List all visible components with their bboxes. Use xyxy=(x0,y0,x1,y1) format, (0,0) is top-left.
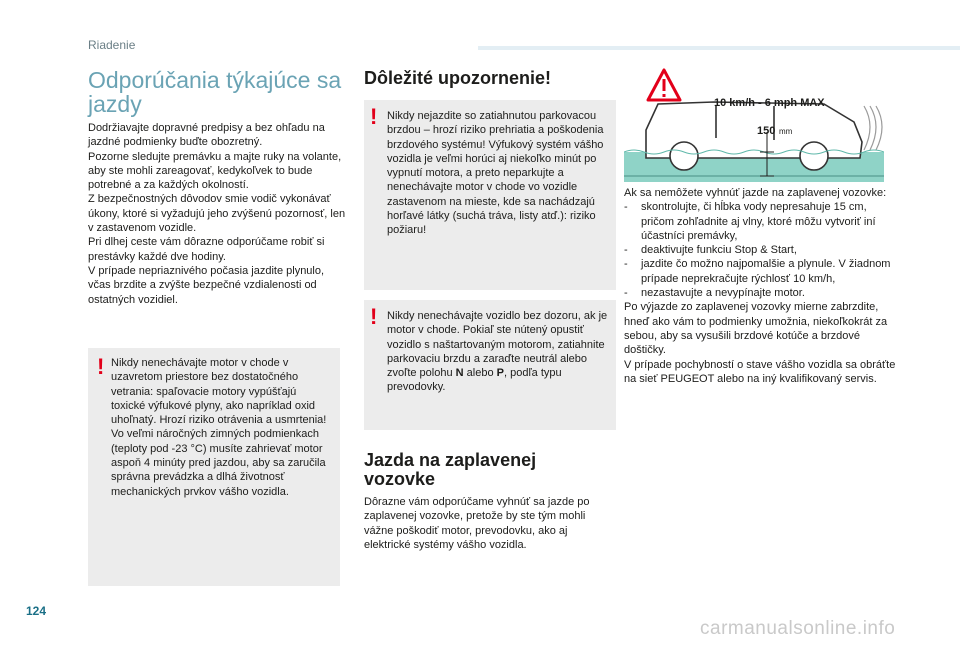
warning-exclamation-icon: ! xyxy=(97,354,105,379)
section-title-driving-recommendations: Odporúčania týkajúce sa jazdy xyxy=(88,67,342,117)
warning-text-part: Nikdy nenechávajte vozidlo bez dozoru, ak je motor v chode. Pokiaľ ste nútený opustiť vozidlo s naštartovaným motorom, zatiahnite parkovaciu brzdu a zaraďte neutrál alebo zvoľte polohu xyxy=(387,310,608,380)
warning-box-parking-brake xyxy=(364,100,616,290)
list-item xyxy=(624,243,899,257)
page-header-label: Riadenie xyxy=(88,38,136,52)
list-dash: - xyxy=(624,244,628,257)
list-item-text: deaktivujte funkciu Stop & Start, xyxy=(641,244,797,257)
watermark: carmanualsonline.info xyxy=(700,618,896,639)
list-item-text: nezastavujte a nevypínajte motor. xyxy=(641,287,805,300)
list-dash: - xyxy=(624,201,628,214)
paragraph: Z bezpečnostných dôvodov smie vodič vykonávať úkony, ktoré si vyžadujú jeho zvýšenú pozornosť, len v zastavenom vozidle. xyxy=(88,193,346,235)
warning-box-unattended-vehicle xyxy=(364,300,616,430)
list-dash: - xyxy=(624,258,628,271)
list-dash: - xyxy=(624,287,628,300)
driving-recommendations-text xyxy=(88,121,348,307)
paragraph: V prípade pochybností o stave vášho vozidla sa obráťte na sieť PEUGEOT alebo na iný kvalifikovaný servis. xyxy=(624,358,896,385)
warning-paragraph: Nikdy nenechávajte motor v chode v uzavretom priestore bez dostatočného vetrania: spaľovacie motory vypúšťajú toxické výfukové plyny, ako napríklad oxid uhoľnatý. Hrozí riziko otrávenia a usmrtenia! xyxy=(111,357,327,427)
section-title-important-notice: Dôležité upozornenie! xyxy=(364,68,552,88)
warning-text xyxy=(111,356,332,499)
warning-exclamation-icon: ! xyxy=(370,104,378,129)
section-title-flooded-road: Jazda na zaplavenej vozovke xyxy=(364,450,537,489)
warning-exclamation-icon: ! xyxy=(370,304,378,329)
flooded-road-illustration xyxy=(624,66,884,182)
list-item xyxy=(624,257,899,286)
list-item-text: skontrolujte, či hĺbka vody nepresahuje 15 cm, pričom zohľadnite aj vlny, ktoré môžu vytvoriť iní účastníci premávky, xyxy=(641,201,876,242)
list-item-text: jazdite čo možno najpomalšie a plynule. V žiadnom prípade neprekračujte rýchlosť 10 km/h, xyxy=(641,258,891,285)
paragraph: Po výjazde zo zaplavenej vozovky mierne zabrzdite, hneď ako vám to podmienky umožnia, niekoľkokrát za sebou, aby sa vysušili brzdové kotúče a brzdové doštičky. xyxy=(624,301,888,357)
speed-limit-label: 10 km/h - 6 mph MAX xyxy=(714,97,825,109)
warning-text-part: , podľa typu prevodovky. xyxy=(387,367,562,394)
flooded-road-instructions xyxy=(624,186,899,386)
depth-unit: mm xyxy=(779,127,793,136)
paragraph: Dodržiavajte dopravné predpisy a bez ohľadu na jazdné podmienky buďte obozretný. xyxy=(88,122,325,149)
paragraph: Pozorne sledujte premávku a majte ruky na volante, aby ste mohli zareagovať, kedykoľvek to bude potrebné a za každých okolností. xyxy=(88,150,342,192)
paragraph: V prípade nepriaznivého počasia jazdite plynulo, včas brzdite a zvýšte bezpečné vzdialenosti od ostatných vozidiel. xyxy=(88,264,325,306)
warning-box-engine-exhaust xyxy=(88,348,340,586)
instructions-intro: Ak sa nemôžete vyhnúť jazde na zaplavenej vozovke: xyxy=(624,187,887,199)
header-bar xyxy=(478,46,960,50)
flooded-road-text: Dôrazne vám odporúčame vyhnúť sa jazde po zaplavenej vozovke, pretože by ste tým mohli vážne poškodiť motor, prevodovku, ako aj elektrické systémy vášho vozidla. xyxy=(364,496,590,551)
depth-value: 150 xyxy=(757,125,776,137)
warning-paragraph: Vo veľmi náročných zimných podmienkach (teploty pod -23 °C) musíte zahrievať motor aspoň 4 minúty pred jazdou, aby sa zaručila správna prevádzka a dlhá životnosť mechanických prvkov vášho vozidla. xyxy=(111,428,326,498)
page-number: 124 xyxy=(26,604,47,618)
warning-text xyxy=(387,309,608,395)
gear-position-n: N xyxy=(455,367,464,380)
gear-position-p: P xyxy=(496,367,504,380)
warning-text: Nikdy nejazdite so zatiahnutou parkovacou brzdou – hrozí riziko prehriatia a poškodenia brzdového systému! Výfukový systém vášho vozidla je veľmi horúci aj niekoľko minút po vypnutí motora, a preto neparkujte a nenechávajte motor v chode vo vozidle zastavenom na mieste, kde sa nachádzajú horľavé látky (suchá tráva, listy atď.): riziko požiaru! xyxy=(387,110,604,237)
warning-triangle-icon xyxy=(648,70,680,100)
motion-lines xyxy=(864,106,882,150)
paragraph: Pri dlhej ceste vám dôrazne odporúčame robiť si prestávky každé dve hodiny. xyxy=(88,236,325,263)
list-item xyxy=(624,200,899,243)
list-item xyxy=(624,286,899,300)
warning-text-part: alebo xyxy=(463,367,497,380)
